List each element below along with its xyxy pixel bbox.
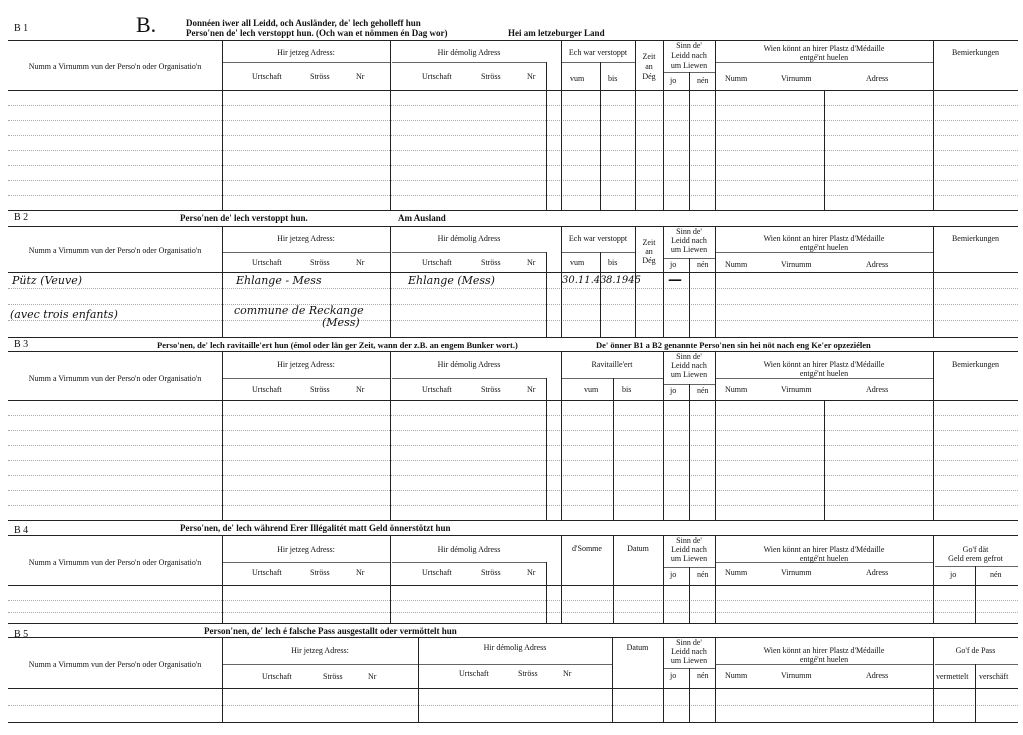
- b5-col-name: Numm a Virnumm vun der Perso'n oder Organisatio'n: [28, 660, 202, 669]
- entry-to: 8.1945: [606, 275, 641, 286]
- b3-col-risk2: Leidd nach: [671, 361, 707, 370]
- b5-col-nen: nén: [697, 671, 709, 680]
- entry-name-line1: Pütz (Veuve): [12, 274, 83, 287]
- b2-col-current: Hir jetzeg Adress:: [277, 234, 335, 243]
- b5-col-ortschaft: Urtschaft: [262, 672, 292, 681]
- b5-title: Person'nen, de' lech é falsche Pass ausgestallt oder vermöttelt hun: [204, 626, 457, 636]
- b4-title: Perso'nen, de' lech während Erer Illégalitét matt Geld önnerstötzt hun: [180, 523, 451, 533]
- b5-col-medal1: Wien könnt an hirer Plastz d'Médaille: [763, 646, 885, 655]
- b4-col-jo: jo: [670, 570, 677, 579]
- b1-title-line2: Perso'nen de' lech verstoppt hun. (Och wan et nömmen én Dag wor): [186, 28, 448, 38]
- b1-col-former: Hir démolig Adress: [437, 48, 501, 57]
- b1-location: Hei am letzeburger Land: [508, 28, 605, 38]
- b3-col-nen: nén: [697, 386, 709, 395]
- b4-col-risk2: Leidd nach: [671, 545, 707, 554]
- b5-col-strooss: Ströss: [323, 672, 343, 681]
- b1-col-zeit: Zeit: [642, 52, 656, 61]
- b4-col-current: Hir jetzeg Adress:: [277, 545, 335, 554]
- entry-current-line3: (Mess): [322, 316, 360, 329]
- b2-col-jo: jo: [670, 260, 677, 269]
- b4-col-nen2: nén: [990, 570, 1002, 579]
- b4-col-adress: Adress: [866, 568, 889, 577]
- b4-col-medal1: Wien könnt an hirer Plastz d'Médaille: [763, 545, 885, 554]
- b4-col-medal2: entgé'nt huelen: [799, 554, 849, 563]
- b3-col-vum: vum: [584, 385, 599, 394]
- b2-code: B 2: [14, 212, 29, 223]
- b3-code: B 3: [14, 339, 29, 350]
- b1-title-line1: Donnéen iwer all Leidd, och Ausländer, de' lech geholleff hun: [186, 18, 421, 28]
- entry-current-line1: Ehlange - Mess: [236, 274, 322, 287]
- b5-col-datum: Datum: [626, 643, 649, 652]
- b2-col-nen: nén: [697, 260, 709, 269]
- b3-col-bis: bis: [622, 385, 632, 394]
- b3-col-name: Numm a Virnumm vun der Perso'n oder Organisatio'n: [28, 374, 202, 383]
- b3-col-former: Hir démolig Adress: [437, 360, 501, 369]
- b4-col-strooss2: Ströss: [481, 568, 501, 577]
- b4-col-nr: Nr: [356, 568, 365, 577]
- b5-col-risk3: um Liewen: [670, 656, 708, 665]
- b1-col-deg: Dég: [642, 72, 656, 81]
- entry-from: 30.11.43: [562, 275, 607, 286]
- b4-col-nen: nén: [697, 570, 709, 579]
- b4-col-nr2: Nr: [527, 568, 536, 577]
- b3-title: Perso'nen, de' lech ravitaille'ert hun (émol oder län ger Zeit, wann der z.B. an engem Bunker wort.): [157, 340, 518, 350]
- b1-col-ortschaft: Urtschaft: [252, 72, 282, 81]
- b2-title: Perso'nen de' lech verstoppt hun.: [180, 213, 308, 223]
- b3-col-adress: Adress: [866, 385, 889, 394]
- b3-note: De' önner B1 a B2 genannte Perso'nen sin hei nöt nach eng Ke'er opzeziélen: [596, 340, 871, 350]
- b2-col-strooss2: Ströss: [481, 258, 501, 267]
- b1-col-an: an: [645, 62, 653, 71]
- b3-col-ortschaft2: Urtschaft: [422, 385, 452, 394]
- b5-col-pass: Go'f de Pass: [955, 646, 996, 655]
- b3-col-medal2: entgé'nt huelen: [799, 369, 849, 378]
- b2-col-former: Hir démolig Adress: [437, 234, 501, 243]
- b3-col-risk3: um Liewen: [670, 370, 708, 379]
- b2-col-medal1: Wien könnt an hirer Plastz d'Médaille: [763, 234, 885, 243]
- b2-col-risk1: Sinn de': [676, 227, 702, 236]
- b3-col-ortschaft: Urtschaft: [252, 385, 282, 394]
- b5-col-strooss2: Ströss: [518, 669, 538, 678]
- b2-col-nr2: Nr: [527, 258, 536, 267]
- b1-col-adress: Adress: [866, 74, 889, 83]
- b2-col-adress: Adress: [866, 260, 889, 269]
- b3-col-medal1: Wien könnt an hirer Plastz d'Médaille: [763, 360, 885, 369]
- b2-col-strooss: Ströss: [310, 258, 330, 267]
- b1-col-medal1: Wien könnt an hirer Plastz d'Médaille: [763, 44, 885, 53]
- b3-col-virnumm: Virnumm: [781, 385, 812, 394]
- b5-col-risk2: Leidd nach: [671, 647, 707, 656]
- b2-col-ortschaft2: Urtschaft: [422, 258, 452, 267]
- b1-col-vum: vum: [570, 74, 585, 83]
- b1-col-bis: bis: [608, 74, 618, 83]
- b4-col-ortschaft: Urtschaft: [252, 568, 282, 577]
- b2-col-an: an: [645, 247, 653, 256]
- b2-col-vum: vum: [570, 258, 585, 267]
- b2-col-risk3: um Liewen: [670, 245, 708, 254]
- b3-col-nr2: Nr: [527, 385, 536, 394]
- b3-col-nr: Nr: [356, 385, 365, 394]
- b3-col-risk1: Sinn de': [676, 352, 702, 361]
- b5-col-jo: jo: [670, 671, 677, 680]
- b1-col-strooss2: Ströss: [481, 72, 501, 81]
- b1-col-hidden: Ech war verstoppt: [568, 48, 628, 57]
- b2-col-nr: Nr: [356, 258, 365, 267]
- b5-col-vermettelt: vermettelt: [936, 672, 969, 681]
- b1-col-nr2: Nr: [527, 72, 536, 81]
- b5-col-numm: Numm: [725, 671, 748, 680]
- b1-col-risk1: Sinn de': [676, 41, 702, 50]
- b5-col-risk1: Sinn de': [676, 638, 702, 647]
- b2-col-virnumm: Virnumm: [781, 260, 812, 269]
- b4-col-risk3: um Liewen: [670, 554, 708, 563]
- b2-col-hidden: Ech war verstoppt: [568, 234, 628, 243]
- entry-risk-mark: —: [668, 272, 682, 288]
- entry-current-line2: commune de Reckange: [234, 304, 364, 317]
- b1-col-jo: jo: [670, 76, 677, 85]
- b4-col-former: Hir démolig Adress: [437, 545, 501, 554]
- b5-col-adress: Adress: [866, 671, 889, 680]
- b2-col-risk2: Leidd nach: [671, 236, 707, 245]
- b5-col-virnumm: Virnumm: [781, 671, 812, 680]
- b5-col-current: Hir jetzeg Adress:: [291, 646, 349, 655]
- b1-col-ortschaft2: Urtschaft: [422, 72, 452, 81]
- b3-col-ravitailleiert: Ravitaille'ert: [591, 360, 633, 369]
- b3-col-numm: Numm: [725, 385, 748, 394]
- b1-col-remarks: Bemierkungen: [951, 48, 1000, 57]
- b4-col-ortschaft2: Urtschaft: [422, 568, 452, 577]
- b4-col-money2: Geld erem gefrot: [948, 554, 1003, 563]
- b2-col-ortschaft: Urtschaft: [252, 258, 282, 267]
- b4-col-somme: d'Somme: [572, 544, 602, 553]
- b5-col-ortschaft2: Urtschaft: [459, 669, 489, 678]
- b1-col-name: Numm a Virnumm vun der Perso'n oder Organisatio'n: [28, 62, 202, 71]
- b4-col-name: Numm a Virnumm vun der Perso'n oder Organisatio'n: [28, 558, 202, 567]
- b1-col-risk3: um Liewen: [670, 61, 708, 70]
- b1-col-numm: Numm: [725, 74, 748, 83]
- b1-col-virnumm: Virnumm: [781, 74, 812, 83]
- b2-col-remarks: Bemierkungen: [951, 234, 1000, 243]
- b4-col-numm: Numm: [725, 568, 748, 577]
- b1-col-medal2: entgé'nt huelen: [799, 53, 849, 62]
- b2-col-bis: bis: [608, 258, 618, 267]
- b3-col-strooss: Ströss: [310, 385, 330, 394]
- b2-location: Am Ausland: [398, 213, 446, 223]
- b1-col-nr: Nr: [356, 72, 365, 81]
- b4-col-jo2: jo: [950, 570, 957, 579]
- b2-col-name: Numm a Virnumm vun der Perso'n oder Organisatio'n: [28, 246, 202, 255]
- b1-code: B 1: [14, 23, 29, 34]
- b5-col-nr2: Nr: [563, 669, 572, 678]
- b4-col-virnumm: Virnumm: [781, 568, 812, 577]
- b5-col-former: Hir démolig Adress: [483, 643, 547, 652]
- b4-col-datum: Datum: [627, 544, 649, 553]
- b3-col-current: Hir jetzeg Adress:: [277, 360, 335, 369]
- b2-col-numm: Numm: [725, 260, 748, 269]
- b2-col-zeit: Zeit: [642, 238, 656, 247]
- b2-col-medal2: entgé'nt huelen: [799, 243, 849, 252]
- b3-col-jo: jo: [670, 386, 677, 395]
- b5-col-nr: Nr: [368, 672, 377, 681]
- b1-col-strooss: Ströss: [310, 72, 330, 81]
- b1-col-nen: nén: [697, 76, 709, 85]
- entry-name-line2: (avec trois enfants): [10, 308, 118, 321]
- b1-col-current: Hir jetzeg Adress:: [277, 48, 335, 57]
- b5-code: B 5: [14, 629, 29, 640]
- b2-col-deg: Dég: [642, 256, 656, 265]
- b5-col-medal2: entgé'nt huelen: [799, 655, 849, 664]
- b4-code: B 4: [14, 525, 29, 536]
- b4-col-strooss: Ströss: [310, 568, 330, 577]
- b5-col-verschaft: verschäft: [979, 672, 1009, 681]
- form-letter: B.: [136, 12, 157, 37]
- b4-col-risk1: Sinn de': [676, 536, 702, 545]
- b3-col-strooss2: Ströss: [481, 385, 501, 394]
- entry-former: Ehlange (Mess): [408, 274, 495, 287]
- b3-col-remarks: Bemierkungen: [951, 360, 1000, 369]
- b1-col-risk2: Leidd nach: [671, 51, 707, 60]
- b4-col-money1: Go'f dät: [962, 545, 989, 554]
